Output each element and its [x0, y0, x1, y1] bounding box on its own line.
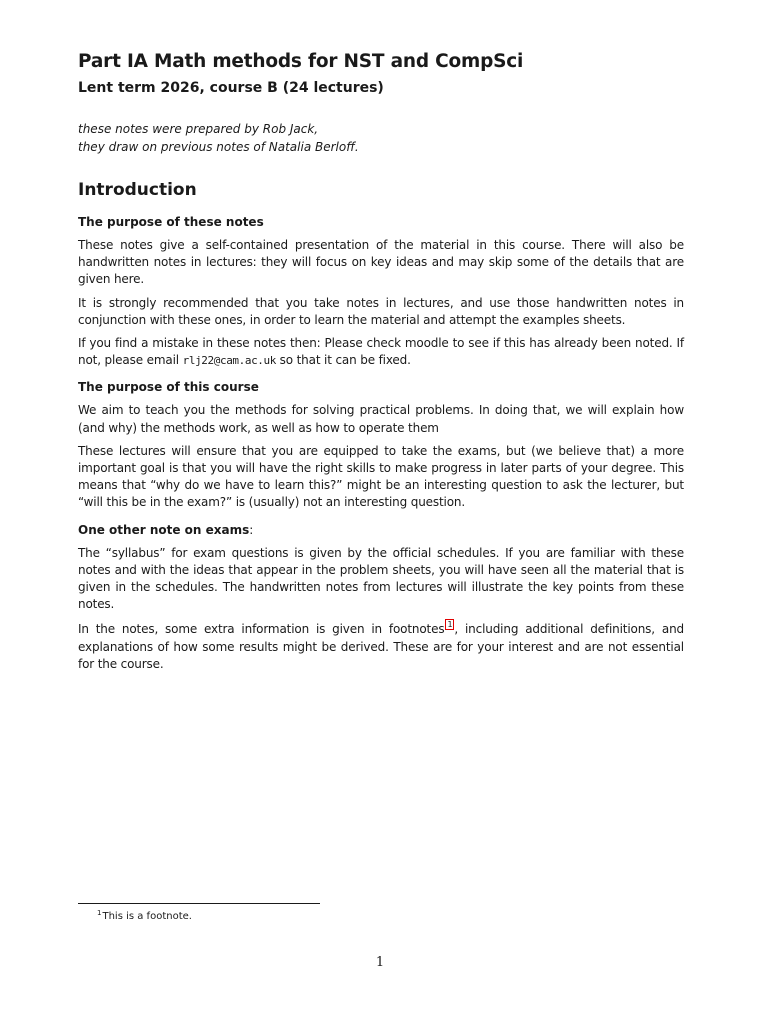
document-page: [78, 50, 684, 673]
mistake-report-text: If you find a mistake in these notes then: Please check moodle to see if this has already been noted. If not, please email: [78, 336, 684, 368]
paragraph-course-goal: These lectures will ensure that you are equipped to take the exams, but (we believe that) a more important goal is that you will have the right skills to make progress in later parts of your degree. This means that “why do we have to learn this?” might be an interesting question to ask the lecturer, but “will this be in the exam?” is (usually) not an interesting question.: [78, 443, 684, 510]
footnote-divider: [78, 903, 320, 904]
footnote-text: This is a footnote.: [102, 911, 192, 922]
footnotes-info-text-end: , including additional definitions, and explanations of how some results might be derived. These are for your interest and are not essential for the course.: [78, 622, 684, 671]
paragraph-course-aim: We aim to teach you the methods for solving practical problems. In doing that, we will explain how (and why) the methods work, as well as how to operate them: [78, 403, 684, 435]
credits-line-previous: they draw on previous notes of Natalia Berloff.: [78, 140, 359, 154]
subheading-exams-label: One other note on exams: [78, 522, 250, 537]
paragraph-notes-presentation: These notes give a self-contained presentation of the material in this course. There will also be handwritten notes in lectures: they will focus on key ideas and may skip some of the details that are given here.: [78, 238, 684, 287]
mistake-report-text-end: so that it can be fixed.: [279, 353, 411, 368]
paragraph-footnotes-info: [78, 619, 684, 673]
footnote-number: 1: [97, 909, 102, 917]
footnote-link[interactable]: 1: [447, 620, 453, 630]
contact-email: rlj22@cam.ac.uk: [182, 354, 276, 368]
paragraph-syllabus: The “syllabus” for exam questions is given by the official schedules. If you are familiar with these notes and with the ideas that appear in the problem sheets, you will have seen all the material that is given in the schedules. The handwritten notes from lectures will illustrate the key points from these notes.: [78, 545, 684, 612]
paragraph-mistake-report: [78, 335, 684, 369]
subheading-exams: [78, 521, 684, 539]
credits: [78, 120, 684, 156]
paragraph-notes-recommendation: It is strongly recommended that you take notes in lectures, and use those handwritten notes in conjunction with these ones, in order to learn the material and attempt the examples sheets.: [78, 295, 684, 327]
footnotes-info-text: In the notes, some extra information is given in footnotes: [78, 622, 445, 637]
subheading-exams-colon: :: [249, 522, 254, 537]
footnote: [97, 906, 192, 924]
document-title: Part IA Math methods for NST and CompSci: [78, 51, 524, 72]
credits-line-author: these notes were prepared by Rob Jack,: [78, 122, 319, 136]
section-heading-introduction: Introduction: [78, 180, 197, 200]
subheading-purpose-of-notes: The purpose of these notes: [78, 215, 264, 229]
page-number: 1: [375, 955, 385, 970]
subheading-purpose-of-course: The purpose of this course: [78, 380, 259, 395]
document-subtitle: Lent term 2026, course B (24 lectures): [78, 80, 384, 96]
